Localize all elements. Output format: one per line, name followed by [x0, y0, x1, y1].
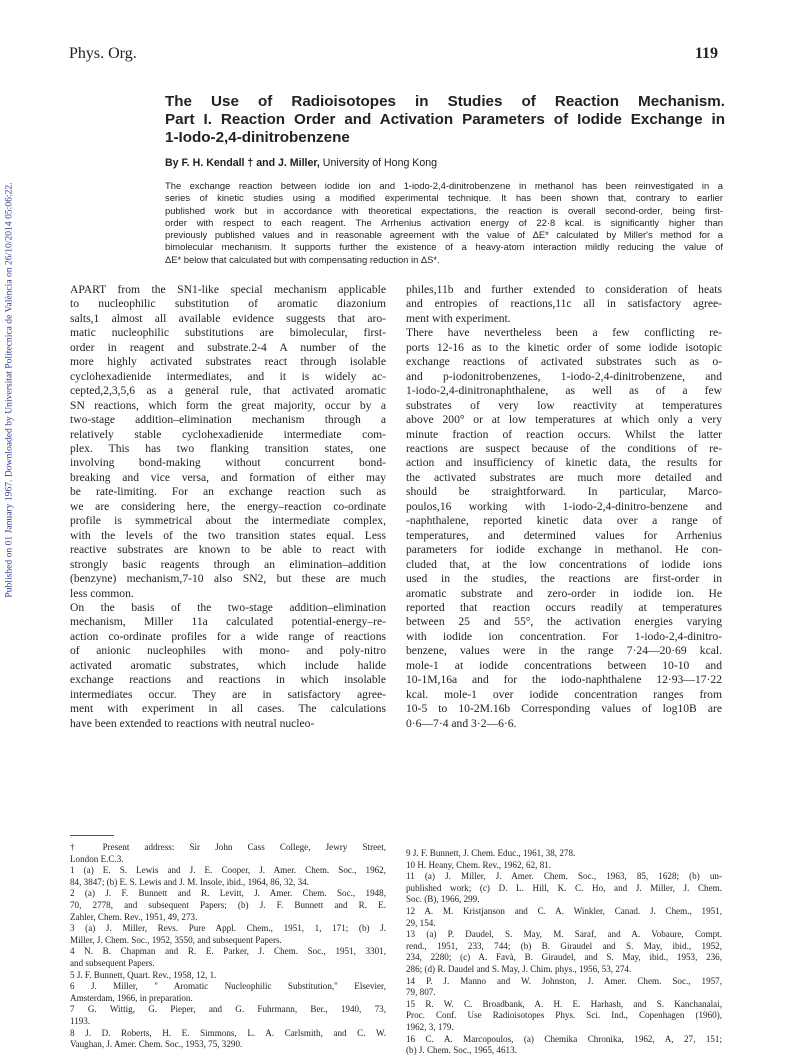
article-title: [165, 93, 725, 147]
body-line: above 200° or at low temperatures at which only a very: [406, 413, 722, 427]
body-line: intermediates occur. They are in satisfactory agree-: [70, 687, 386, 701]
body-line: benzene, values were in the range 7·24—20·69 kcal.: [406, 644, 722, 658]
title-line: Part I. Reaction Order and Activation Parameters of Iodide Exchange in: [165, 111, 725, 128]
footnote-line: 1 (a) E. S. Lewis and J. E. Cooper, J. Amer. Chem. Soc., 1962,: [70, 865, 386, 876]
author-line: [165, 157, 437, 169]
body-line: substrates of very low reactivity at temperatures: [406, 398, 722, 412]
body-line: reactions are suspect because of the conditions of re-: [406, 441, 722, 455]
body-line: reactive substrates are known to be able to react with: [70, 543, 386, 557]
body-line: ports 12-16 as to the kinetic order of some iodide isotopic: [406, 340, 722, 354]
footnote-line: 7 G. Wittig, G. Pieper, and G. Fuhrmann, Ber., 1940, 73,: [70, 1004, 386, 1015]
body-line: with the levels of the two transition states equal. Less: [70, 528, 386, 542]
body-line: ment with experiment.: [406, 311, 511, 325]
body-line: order in reagent and substrate.2-4 A number of the: [70, 340, 386, 354]
footnote-line: 70, 2778, and subsequent Papers; (b) J. F. Bunnett and R. E.: [70, 899, 386, 910]
footnote-line: 84, 3847; (b) E. S. Lewis and J. M. Insole, ibid., 1964, 86, 32, 34.: [70, 876, 309, 887]
abstract-line: The exchange reaction between iodide ion and 1-iodo-2,4-dinitrobenzene in methanol has been reinvestigated in a: [165, 180, 723, 191]
body-line: action co-ordinate profiles for a wide range of reactions: [70, 629, 386, 643]
footnote-line: 1962, 3, 179.: [406, 1021, 454, 1032]
body-line: be rate-limiting. For an exchange reaction such as: [70, 485, 386, 499]
body-line: involving bond-making without concurrent bond-: [70, 456, 386, 470]
footnote-line: 5 J. F. Bunnett, Quart. Rev., 1958, 12, 1.: [70, 969, 217, 980]
abstract-line: previously published values and in reasonable agreement with the value of ΔE* calculated by Miller's method for a: [165, 229, 723, 241]
body-line: should be straightforward. In particular, Marco-: [406, 485, 722, 499]
body-line: strongly basic reagents through an elimination–addition: [70, 557, 386, 571]
abstract-line: series of kinetic studies using a modified experimental technique. It has been shown that, contrary to earlier: [165, 192, 723, 204]
abstract: [165, 180, 723, 266]
body-line: ment with experiment in all cases. The calculations: [70, 702, 386, 716]
body-line: mole-1 at iodide concentrations between 10-10 and: [406, 658, 722, 672]
page-number: 119: [694, 45, 718, 62]
body-line: parameters for iodide exchange in methanol. He con-: [406, 543, 722, 557]
footnote-line: (b) J. Chem. Soc., 1965, 4613.: [406, 1045, 517, 1056]
journal-name: Phys. Org.: [69, 45, 137, 62]
footnote-line: 234, 2280; (c) A. Favà, B. Giraudel, and S. May, ibid., 1953, 236,: [406, 952, 722, 963]
footnote-line: Amsterdam, 1966, in preparation.: [70, 992, 193, 1003]
footnote-line: 11 (a) J. Miller, J. Amer. Chem. Soc., 1963, 85, 1628; (b) un-: [406, 871, 722, 882]
body-line: reported that reaction occurs readily at temperatures: [406, 600, 722, 614]
body-line: activated aromatic substrates, which include halide: [70, 658, 386, 672]
body-line: plex. This has two flanking transition states, one: [70, 441, 386, 455]
body-line: and p-iodonitrobenzenes, 1-iodo-2,4-dinitrobenzene, and: [406, 369, 722, 383]
body-line: used in the studies, the reactions are first-order in: [406, 572, 722, 586]
footnote-line: Proc. Conf. Use Radioisotopes Phys. Sci. Ind., Copenhagen (1960),: [406, 1010, 722, 1021]
body-line: temperatures, and determined values for Arrhenius: [406, 528, 722, 542]
footnote-line: London E.C.3.: [70, 853, 124, 864]
footnote-line: published work; (c) D. L. Hill, K. C. Ho, and J. Miller, J. Chem.: [406, 882, 722, 893]
abstract-line: order with respect to each reagent. The Arrhenius activation energy of 22·8 kcal. is significantly higher than: [165, 216, 723, 228]
footnote-line: rend., 1951, 233, 744; (b) B. Giraudel and S. May, ibid., 1952,: [406, 940, 722, 951]
body-line: poulos,16 working with 1-iodo-2,4-dinitro-benzene and: [406, 499, 722, 513]
body-line: action and insufficiency of kinetic data, the results for: [406, 456, 722, 470]
footnote-line: 8 J. D. Roberts, H. E. Simmons, L. A. Carlsmith, and C. W.: [70, 1027, 386, 1038]
footnote-line: 79, 807.: [406, 987, 436, 998]
body-line: 0·6—7·4 and 3·2—6·6.: [406, 716, 517, 730]
body-line: There have nevertheless been a few conflicting re-: [406, 326, 722, 340]
abstract-line: bimolecular mechanism. It supports further the existence of a heavy-atom interaction mildly reducing the value of: [165, 241, 723, 253]
body-line: 1-iodo-2,4-dinitronaphthalene, as well as of a few: [406, 384, 722, 398]
download-notice-text: Published on 01 January 1967. Downloaded by Universitat Politecnica de València on 26/10/2014 05:06:22.: [3, 182, 15, 598]
footnote-line: 14 P. J. Manno and W. Johnston, J. Amer. Chem. Soc., 1957,: [406, 975, 722, 986]
body-line: matic nucleophilic substitutions are bimolecular, first-: [70, 326, 386, 340]
abstract-line: published work but in accordance with theoretical expectations, the reaction is overall second-order, being first-: [165, 204, 723, 216]
body-line: cluded that, at the low concentrations of iodide ions: [406, 557, 722, 571]
body-line: cepted,2,3,5,6 as a general rule, that activated aromatic: [70, 384, 386, 398]
footnote-line: 12 A. M. Kristjanson and C. A. Winkler, Canad. J. Chem., 1951,: [406, 905, 722, 916]
footnote-line: Soc. (B), 1966, 299.: [406, 894, 480, 905]
body-line: of anionic nucleophiles with mono- and poly-nitro: [70, 644, 386, 658]
footnotes-right: [406, 848, 722, 1057]
body-line: more highly activated substrates react through isolable: [70, 355, 386, 369]
footnote-line: 13 (a) P. Daudel, S. May, M. Saraf, and A. Vobaure, Compt.: [406, 929, 722, 940]
body-line: APART from the SN1-like special mechanism applicable: [70, 283, 386, 296]
abstract-line: ΔE* below that calculated but with compensating reduction in ΔS*.: [165, 253, 440, 265]
body-column-left: [70, 283, 386, 731]
body-line: aromatic substrate and zero-order in iodide ion. He: [406, 586, 722, 600]
body-line: (benzyne) mechanism,7-10 also SN2, but these are much: [70, 572, 386, 586]
body-line: breaking and vice versa, and formation of either may: [70, 470, 386, 484]
body-line: 10-1M,16a and for the iodo-naphthalene 12·93—17·22: [406, 673, 722, 687]
footnote-line: 10 H. Heany, Chem. Rev., 1962, 62, 81.: [406, 859, 552, 870]
body-line: profile is symmetrical about the intermediate complex,: [70, 514, 386, 528]
footnote-line: 3 (a) J. Miller, Revs. Pure Appl. Chem., 1951, 1, 171; (b) J.: [70, 923, 386, 934]
footnote-line: 15 R. W. C. Broadbank, A. H. E. Harhash, and S. Kanchanalai,: [406, 998, 722, 1009]
body-line: relatively stable cyclohexadienide intermediate com-: [70, 427, 386, 441]
body-line: mechanism, Miller 11a calculated potential-energy–re-: [70, 615, 386, 629]
body-line: exchange reactions and reactions in which insolable: [70, 673, 386, 687]
footnote-line: 16 C. A. Marcopoulos, (a) Chemika Chronika, 1962, A, 27, 151;: [406, 1033, 722, 1044]
footnote-line: 4 N. B. Chapman and R. E. Parker, J. Chem. Soc., 1951, 3301,: [70, 946, 386, 957]
body-column-right: [406, 283, 722, 731]
footnote-line: 6 J. Miller, " Aromatic Nucleophilic Substitution," Elsevier,: [70, 981, 386, 992]
body-line: minute fraction of reaction occurs. Whilst the latter: [406, 427, 722, 441]
body-line: have been extended to reactions with neutral nucleo-: [70, 716, 315, 730]
body-line: less common.: [70, 586, 134, 600]
body-line: between 25 and 55°, the activation energies varying: [406, 615, 722, 629]
footnote-line: 9 J. F. Bunnett, J. Chem. Educ., 1961, 38, 278.: [406, 848, 576, 858]
footnote-line: and subsequent Papers.: [70, 957, 155, 968]
affiliation: University of Hong Kong: [322, 157, 438, 169]
footnote-line: Miller, J. Chem. Soc., 1952, 3550, and subsequent Papers.: [70, 934, 282, 945]
download-notice: [2, 160, 16, 620]
footnote-line: 29, 154.: [406, 917, 436, 928]
body-line: -naphthalene, reported kinetic data over a range of: [406, 514, 722, 528]
body-line: kcal. mole-1 over iodide concentration ranges from: [406, 687, 722, 701]
footnote-line: 286; (d) R. Daudel and S. May, J. Chim. phys., 1956, 53, 274.: [406, 963, 632, 974]
body-line: SN reactions, which form the great majority, occur by a: [70, 398, 386, 412]
body-line: 10-5 to 10-2M.16b Corresponding values of log10B are: [406, 702, 722, 716]
body-line: cyclohexadienide intermediates, and it is widely ac-: [70, 369, 386, 383]
footnote-line: 2 (a) J. F. Bunnett and R. Levitt, J. Amer. Chem. Soc., 1948,: [70, 888, 386, 899]
body-line: On the basis of the two-stage addition–elimination: [70, 600, 386, 614]
title-line: 1-Iodo-2,4-dinitrobenzene: [165, 129, 350, 146]
footnote-line: Vaughan, J. Amer. Chem. Soc., 1953, 75, 3290.: [70, 1039, 243, 1050]
body-line: to nucleophilic substitution of aromatic diazonium: [70, 297, 386, 311]
body-line: exchange reactions of activated substrates such as o-: [406, 355, 722, 369]
body-line: and entropies of reactions,11c all in satisfactory agree-: [406, 297, 722, 311]
body-line: salts,1 almost all available evidence suggests that aro-: [70, 311, 386, 325]
authors: By F. H. Kendall † and J. Miller,: [165, 157, 320, 169]
body-line: we are considering here, the energy–reaction co-ordinate: [70, 499, 386, 513]
footnote-line: Zahler, Chem. Rev., 1951, 49, 273.: [70, 911, 198, 922]
body-line: the activated substrates are much more detailed and: [406, 470, 722, 484]
footnote-line: 1193.: [70, 1015, 91, 1026]
footnotes-left: [70, 842, 386, 1051]
body-line: with iodide ion concentration. For 1-iodo-2,4-dinitro-: [406, 629, 722, 643]
footnote-line: † Present address: Sir John Cass College, Jewry Street,: [70, 842, 386, 852]
title-line: The Use of Radioisotopes in Studies of Reaction Mechanism.: [165, 93, 725, 110]
body-line: philes,11b and further extended to consideration of heats: [406, 283, 722, 296]
body-line: two-stage addition–elimination mechanism through a: [70, 413, 386, 427]
footnote-rule: [70, 835, 114, 836]
